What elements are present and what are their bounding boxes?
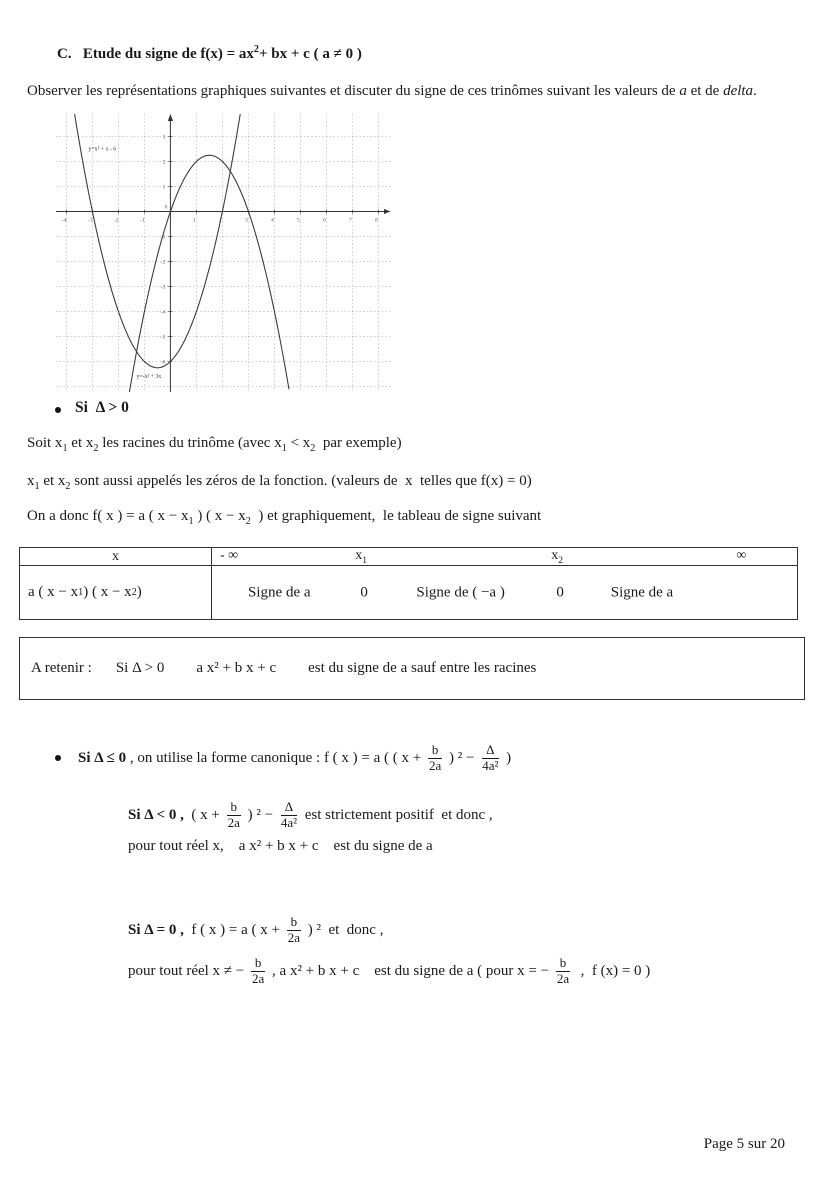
fraction-denominator: 2a [227, 814, 240, 830]
fraction-denominator: 2a [429, 757, 442, 773]
formula-text: , on utilise la forme canonique : f ( x ) = a ( ( x + [126, 749, 425, 766]
key-point-label: A retenir : [31, 660, 92, 676]
intro-paragraph: Observer les représentations graphiques suivantes et discuter du signe de ces trinômes suivant les valeurs de a et de delta. [27, 83, 757, 99]
key-point-box [19, 637, 805, 700]
svg-text:-4: -4 [62, 217, 67, 224]
svg-text:-2: -2 [160, 259, 166, 266]
svg-text:-6: -6 [160, 359, 166, 366]
sign-table-expression: a ( x − x 1 ) ( x − x 2 ) [20, 566, 212, 619]
fraction-b-over-2a [226, 800, 242, 830]
svg-text:-1: -1 [160, 234, 166, 241]
fraction-numerator: Δ [281, 800, 297, 815]
svg-text:7: 7 [349, 217, 352, 224]
svg-text:1: 1 [162, 184, 166, 191]
x1-label: $x_1$ [355, 548, 368, 566]
key-point-condition: Si Δ > 0 [115, 660, 165, 676]
delta-zero-line2 [128, 950, 650, 992]
minus-infinity-label: - ∞ [220, 548, 239, 563]
fraction-numerator: Δ [482, 743, 498, 758]
sign-table-var-header: x [20, 548, 212, 565]
delta-negative-label: Si Δ < 0 , [128, 806, 184, 823]
formula-text: , a x² + b x + c est du signe de a ( pour x = − [268, 962, 553, 979]
svg-text:-3: -3 [88, 217, 93, 224]
sign-table-header-row [20, 548, 797, 566]
bullet-icon [55, 407, 61, 413]
delta-zero-label: Si Δ = 0 , [128, 921, 184, 938]
delta-positive-heading: Si Δ > 0 [75, 399, 129, 416]
formula-text: est strictement positif et donc , [301, 806, 493, 823]
zero-cell: 0 [556, 584, 564, 600]
fraction-denominator: 2a [556, 970, 570, 986]
section-title: C. Etude du signe de $f(x) = ax^2+$ bx + c ( a ≠ 0 ) [57, 44, 362, 62]
fraction-denominator: 4a² [482, 757, 499, 773]
sign-table [19, 547, 798, 620]
svg-text:1: 1 [193, 217, 196, 224]
svg-text:y=x² + x - 6: y=x² + x - 6 [88, 146, 117, 153]
fraction-numerator: b [556, 956, 571, 971]
delta-negative-line1 [128, 794, 493, 836]
fraction-b-over-2a [286, 915, 302, 945]
key-point-text: est du signe de a sauf entre les racines [308, 660, 537, 676]
svg-text:0: 0 [164, 204, 168, 211]
fraction-denominator: 2a [252, 970, 265, 986]
formula-text: pour tout réel x ≠ − [128, 962, 248, 979]
key-point-expression: a x² + b x + c [196, 660, 277, 676]
fraction-delta-over-4a2 [279, 800, 299, 830]
x2-label: $x_2$ [551, 548, 564, 566]
svg-text:3: 3 [162, 134, 166, 141]
zeros-definition-line: $x_1$ et $x_2$ sont aussi appelés les zéros de la fonction. (valeurs de x telles que f(x) = 0) [27, 473, 532, 492]
zero-cell: 0 [360, 584, 368, 600]
page-number: Page 5 sur 20 [703, 1136, 785, 1152]
svg-text:5: 5 [297, 217, 300, 224]
parabolas-sign-graph [56, 114, 392, 392]
svg-text:2: 2 [162, 159, 166, 166]
delta-negative-line2: pour tout réel x, a x² + b x + c est du signe de a [128, 838, 433, 854]
sign-cell: Signe de a [248, 584, 311, 600]
formula-text: , f (x) = 0 ) [573, 962, 651, 979]
delta-zero-line1 [128, 909, 383, 951]
fraction-b-over-2a [555, 956, 571, 986]
svg-text:-1: -1 [140, 217, 145, 224]
svg-text:-4: -4 [160, 309, 166, 316]
sign-cell: Signe de ( −a ) [416, 584, 505, 600]
fraction-numerator: b [428, 743, 443, 758]
formula-text: ) [502, 749, 512, 766]
formula-text: ) ² et donc , [303, 921, 384, 938]
svg-text:-5: -5 [160, 334, 166, 341]
bullet-icon [55, 755, 61, 761]
formula-text: ) ² − [445, 749, 479, 766]
formula-text: ( x + [183, 806, 224, 823]
sign-cell: Signe de a [610, 584, 674, 600]
fraction-numerator: b [227, 800, 242, 815]
fraction-b-over-2a [250, 956, 266, 986]
fraction-denominator: 2a [287, 929, 300, 945]
factored-form-line: On a donc f( x ) = a ( $x - x_1$ ) ( $x - x_2$ ) et graphiquement, le tableau de signe suivant [27, 508, 542, 527]
sign-table-values [212, 566, 797, 619]
infinity-label: ∞ [736, 548, 747, 563]
fraction-delta-over-4a2 [480, 743, 500, 773]
svg-text:2: 2 [219, 217, 222, 224]
fraction-numerator: b [287, 915, 302, 930]
fraction-denominator: 4a² [280, 814, 298, 830]
delta-le-zero-label: Si Δ ≤ 0 [78, 749, 127, 766]
svg-text:4: 4 [271, 217, 274, 224]
formula-text: ) ² − [243, 806, 277, 823]
canonical-form-line [78, 737, 511, 779]
fraction-b-over-2a [427, 743, 443, 773]
svg-text:y=-x² + 3x: y=-x² + 3x [136, 373, 162, 380]
svg-text:6: 6 [323, 217, 326, 224]
sign-table-body-row [20, 566, 797, 619]
sign-table-axis-header [212, 548, 797, 565]
fraction-numerator: b [251, 956, 266, 971]
svg-text:-2: -2 [114, 217, 119, 224]
svg-text:3: 3 [245, 217, 248, 224]
svg-text:8: 8 [375, 217, 378, 224]
roots-definition-line: Soit $x_1$ et $x_2$ les racines du trinôme (avec $x_1 < x_2$ par exemple) [27, 435, 402, 454]
formula-text: f ( x ) = a ( x + [183, 921, 284, 938]
svg-text:-3: -3 [160, 284, 166, 291]
